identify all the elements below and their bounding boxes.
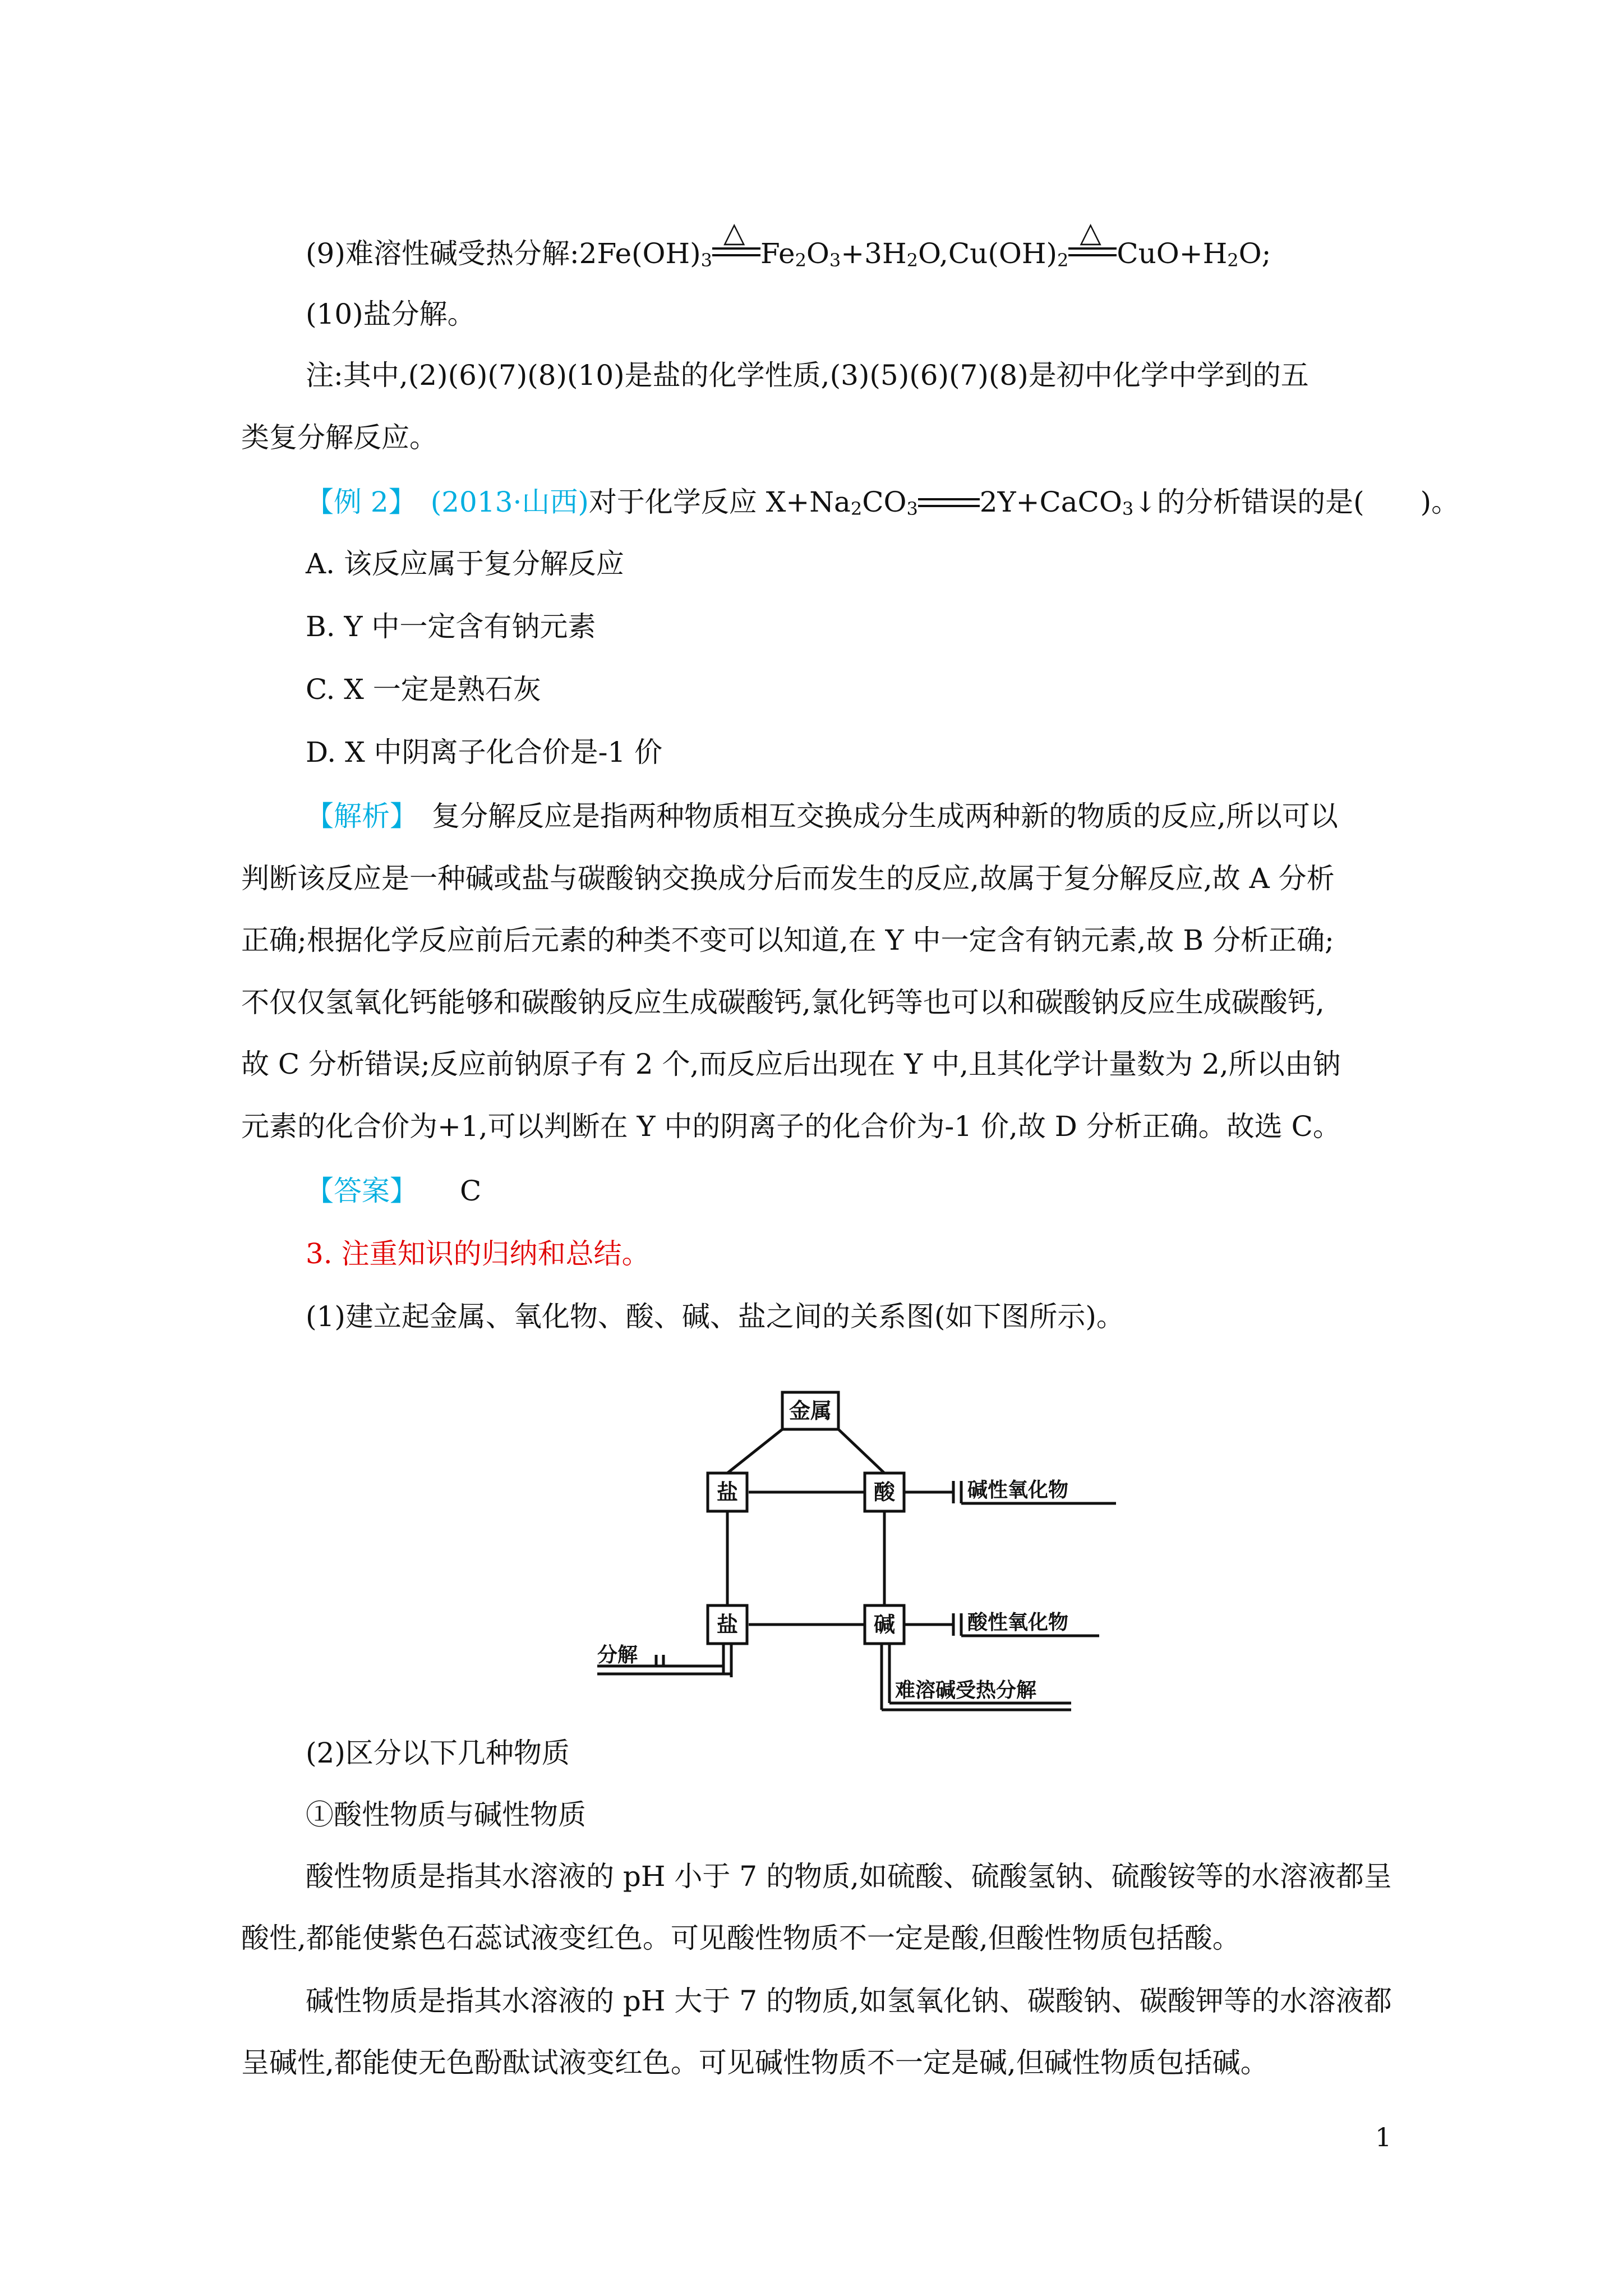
- decompose-label: 分解: [597, 1644, 638, 1667]
- analysis-line-5: 故 C 分析错误;反应前钠原子有 2 个,而反应后出现在 Y 中,且其化学计量数为 2,所以由钠: [241, 1048, 1341, 1080]
- text: CO: [862, 486, 907, 518]
- text: 2Y+CaCO: [979, 486, 1122, 518]
- acid-label: 酸: [873, 1480, 896, 1504]
- text: Fe: [760, 237, 795, 270]
- base-label: 碱: [873, 1612, 896, 1637]
- salt-bottom-label: 盐: [716, 1612, 739, 1637]
- acid-line-1: 酸性物质是指其水溶液的 pH 小于 7 的物质,如硫酸、硫酸氢钠、硫酸铵等的水溶液都呈: [306, 1860, 1392, 1893]
- page-number: 1: [1375, 2122, 1392, 2152]
- text: 对于化学反应 X+Na: [588, 486, 851, 518]
- answer-tag: 【答案】: [306, 1175, 404, 1207]
- option-b: B. Y 中一定含有钠元素: [306, 610, 596, 643]
- text: 复分解反应是指两种物质相互交换成分生成两种新的物质的反应,所以可以: [432, 800, 1338, 832]
- subscript: 3: [829, 250, 841, 271]
- subscript: 2: [850, 498, 863, 519]
- option-a: A. 该反应属于复分解反应: [306, 547, 624, 580]
- analysis-line-6: 元素的化合价为+1,可以判断在 Y 中的阴离子的化合价为-1 价,故 D 分析正确。故选 C。: [241, 1110, 1341, 1143]
- analysis-tag: 【解析】: [306, 800, 404, 832]
- text: +3H: [841, 237, 907, 270]
- answer-value: C: [460, 1175, 482, 1207]
- section-3-1: (1)建立起金属、氧化物、酸、碱、盐之间的关系图(如下图所示)。: [306, 1300, 1124, 1333]
- example-tag: 【例 2】: [306, 486, 403, 518]
- section-3-heading: 3. 注重知识的归纳和总结。: [306, 1237, 650, 1270]
- subscript: 3: [906, 498, 918, 519]
- example-source: (2013·山西): [430, 486, 589, 518]
- note-line-1: 注:其中,(2)(6)(7)(8)(10)是盐的化学性质,(3)(5)(6)(7)(8)是初中化学中学到的五: [306, 359, 1309, 392]
- text: (9)难溶性碱受热分解:2Fe(OH): [306, 237, 701, 270]
- subscript: 2: [795, 250, 806, 271]
- analysis-line-4: 不仅仅氢氧化钙能够和碳酸钠反应生成碳酸钙,氯化钙等也可以和碳酸钠反应生成碳酸钙,: [241, 986, 1325, 1019]
- insoluble-base-decomp-label: 难溶碱受热分解: [895, 1679, 1037, 1702]
- subscript: 2: [1227, 250, 1239, 271]
- analysis-line-3: 正确;根据化学反应前后元素的种类不变可以知道,在 Y 中一定含有钠元素,故 B 分析正确;: [241, 924, 1334, 956]
- subscript: 2: [1057, 250, 1069, 271]
- section-3-2: (2)区分以下几种物质: [306, 1737, 570, 1769]
- basic-oxide-label: 碱性氧化物: [967, 1479, 1069, 1502]
- salt-top-label: 盐: [716, 1480, 739, 1504]
- section-3-2-1: ①酸性物质与碱性物质: [306, 1798, 586, 1831]
- text: O;: [1238, 237, 1271, 270]
- text: ↓的分析错误的是( )。: [1133, 486, 1460, 518]
- option-d: D. X 中阴离子化合价是-1 价: [306, 736, 663, 769]
- line-10: (10)盐分解。: [306, 298, 476, 330]
- note-line-2: 类复分解反应。: [241, 421, 437, 454]
- subscript: 3: [1122, 498, 1134, 519]
- delta-icon: △: [1080, 216, 1101, 249]
- text: O,Cu(OH): [917, 237, 1057, 270]
- base-line-2: 呈碱性,都能使无色酚酞试液变红色。可见碱性物质不一定是碱,但碱性物质包括碱。: [241, 2046, 1269, 2079]
- analysis-line-2: 判断该反应是一种碱或盐与碳酸钠交换成分后而发生的反应,故属于复分解反应,故 A 分析: [241, 862, 1335, 895]
- subscript: 3: [700, 250, 712, 271]
- option-c: C. X 一定是熟石灰: [306, 673, 541, 706]
- text: O: [806, 237, 829, 270]
- acid-line-2: 酸性,都能使紫色石蕊试液变红色。可见酸性物质不一定是酸,但酸性物质包括酸。: [241, 1922, 1241, 1954]
- acidic-oxide-label: 酸性氧化物: [967, 1611, 1069, 1634]
- subscript: 2: [906, 250, 918, 271]
- base-line-1: 碱性物质是指其水溶液的 pH 大于 7 的物质,如氢氧化钠、碳酸钠、碳酸钾等的水溶液都: [306, 1985, 1392, 2017]
- metal-label: 金属: [789, 1398, 832, 1423]
- text: CuO+H: [1117, 237, 1228, 270]
- delta-icon: △: [723, 216, 745, 249]
